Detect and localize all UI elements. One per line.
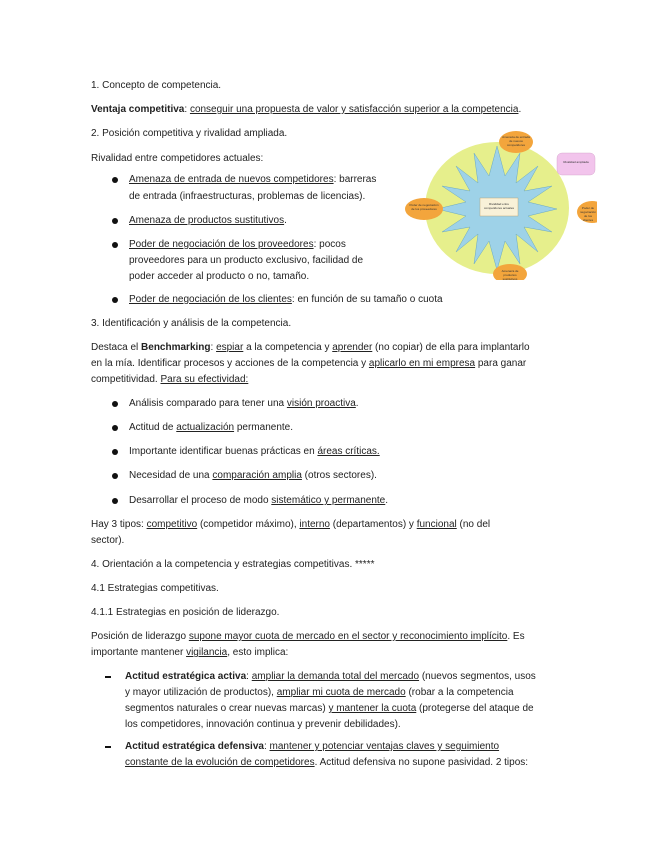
efectividad-term: Para su efectividad: [160,374,249,385]
section-2-title: 2. Posición competitiva y rivalidad ampliada. [91,128,288,139]
rivalry-bullet-2 [129,214,287,227]
text: : [210,342,217,353]
text: en la mía. Identificar procesos y acciones de la competencia y [91,358,369,369]
bullet-term: Poder de negociación de los clientes [129,294,292,305]
term: y mantener la cuota [328,703,417,714]
rivalry-bullet-1-cont: de entrada (infraestructuras, problemas de licencias). [129,191,366,202]
text: . [385,495,389,506]
dash-bullet-icon [105,746,111,748]
ventaja-competitiva-line [91,103,521,116]
ventaja-definition: conseguir una propuesta de valor y satisfacción superior a la competencia [189,104,519,115]
section-3-title: 3. Identificación y análisis de la competencia. [91,318,292,329]
term: actualización [176,422,235,433]
tag-label: Rivalidad ampliada [563,160,589,164]
term: interno [299,519,330,530]
activa-line-4: los competidores, innovación continua y prevenir debilidades). [125,719,401,730]
rivalidad-intro: Rivalidad entre competidores actuales: [91,153,264,164]
benchmarking-term: Benchmarking [141,342,211,353]
competitive-forces-diagram [402,120,597,280]
text: a la competencia y [243,342,333,353]
bullet-icon [112,473,118,479]
text: Destaca el [91,342,142,353]
term: sistemático y permanente [271,495,386,506]
term: ampliar mi cuota de mercado [276,687,406,698]
text: Posición de liderazgo [91,631,189,642]
period: . [518,104,522,115]
activa-label: Actitud estratégica activa [125,671,247,682]
bottom-label: Amenaza de productos sustitutivos [501,269,519,281]
bullet-text: : barreras [333,174,377,185]
bullet-text: : pocos [313,239,346,250]
text: Desarrollar el proceso de modo [129,495,272,506]
text: (nuevos segmentos, usos [419,671,536,682]
top-label: Amenaza de entrada de nuevos competidores [502,135,530,147]
aplicarlo-term: aplicarlo en mi empresa [368,358,476,369]
term: supone mayor cuota de mercado en el sector y reconocimiento implícito [188,631,508,642]
liderazgo-line-2 [91,646,288,659]
bullet-term: Amenaza de productos sustitutivos [129,215,285,226]
term: áreas críticas. [317,446,380,457]
benchmarking-line-3 [91,373,248,386]
term: mantener y potenciar ventajas claves y seguimiento [269,741,500,752]
text: permanente. [234,422,294,433]
liderazgo-line-1 [91,630,525,643]
dash-bullet-icon [105,676,111,678]
benchmarking-line-2 [91,357,526,370]
rivalry-bullet-1 [129,173,376,186]
text: . Es [507,631,525,642]
bullet-term: Amenaza de entrada de nuevos competidores [129,174,334,185]
text: (protegerse del ataque de [416,703,534,714]
term: funcional [416,519,457,530]
text: Hay 3 tipos: [91,519,147,530]
rivalry-bullet-3-cont2: poder acceder al producto o no, tamaño. [129,271,310,282]
left-label: Poder de negociación de los proveedores [409,203,439,211]
effectiveness-bullet-1 [129,397,359,410]
text: (competidor máximo), [197,519,300,530]
ventaja-label: Ventaja competitiva [91,104,185,115]
aprender-term: aprender [332,342,373,353]
rivalry-bullet-3 [129,238,346,251]
text: segmentos naturales o crear nuevas marcas) [125,703,329,714]
text: (no del [456,519,491,530]
text: : [263,741,270,752]
section-4-title: 4. Orientación a la competencia y estrategias competitivas. ***** [91,559,375,570]
text: y mayor utilización de productos), [125,687,277,698]
section-4-1-1-title: 4.1.1 Estrategias en posición de liderazgo. [91,607,280,618]
term: comparación amplia [212,470,302,481]
term: constante de la evolución de competidores [125,757,315,768]
bullet-icon [112,449,118,455]
effectiveness-bullet-4 [129,469,377,482]
defensiva-line-1 [125,740,499,753]
term: ampliar la demanda total del mercado [251,671,420,682]
text: para ganar [475,358,527,369]
activa-line-3 [125,702,534,715]
text: (departamentos) y [330,519,417,530]
diagram-graphic [402,120,597,280]
text: (robar a la competencia [405,687,514,698]
text: . Actitud defensiva no supone pasividad. 2 tipos: [314,757,529,768]
bullet-term: Poder de negociación de los proveedores [129,239,314,250]
text: competitividad. [91,374,161,385]
right-label: Poder de negociación de los clientes [579,206,596,222]
activa-line-2 [125,686,514,699]
tipos-line-1 [91,518,490,531]
text: Necesidad de una [129,470,213,481]
text: Actitud de [129,422,177,433]
term: visión proactiva [286,398,356,409]
defensiva-line-2 [125,756,528,769]
text: (otros sectores). [301,470,377,481]
text: Análisis comparado para tener una [129,398,287,409]
bullet-icon [112,498,118,504]
effectiveness-bullet-5 [129,494,388,507]
text: . [355,398,359,409]
section-4-1-title: 4.1 Estrategias competitivas. [91,583,219,594]
term: competitivo [146,519,198,530]
bullet-text: : en función de su tamaño o cuota [291,294,443,305]
bullet-icon [112,218,118,224]
text: importante mantener [91,647,187,658]
bullet-icon [112,242,118,248]
tag-box [557,153,595,175]
effectiveness-bullet-2 [129,421,293,434]
bullet-icon [112,425,118,431]
bullet-icon [112,177,118,183]
text: Importante identificar buenas prácticas en [129,446,318,457]
rivalry-bullet-4 [129,293,443,306]
text: (no copiar) de ella para implantarlo [372,342,530,353]
text: : [246,671,252,682]
defensiva-label: Actitud estratégica defensiva [125,741,264,752]
tipos-line-2: sector). [91,535,125,546]
section-1-title: 1. Concepto de competencia. [91,80,222,91]
bullet-icon [112,297,118,303]
benchmarking-line-1 [91,341,530,354]
espiar-term: espiar [216,342,244,353]
activa-line-1 [125,670,536,683]
effectiveness-bullet-3 [129,445,380,458]
separator: : [184,104,190,115]
text: , esto implica: [227,647,289,658]
bullet-text: . [284,215,287,226]
rivalry-bullet-3-cont: proveedores para un producto exclusivo, facilidad de [129,255,364,266]
bullet-icon [112,401,118,407]
term: vigilancia [186,647,228,658]
center-label: Rivalidad entre competidores actuales [483,202,515,210]
